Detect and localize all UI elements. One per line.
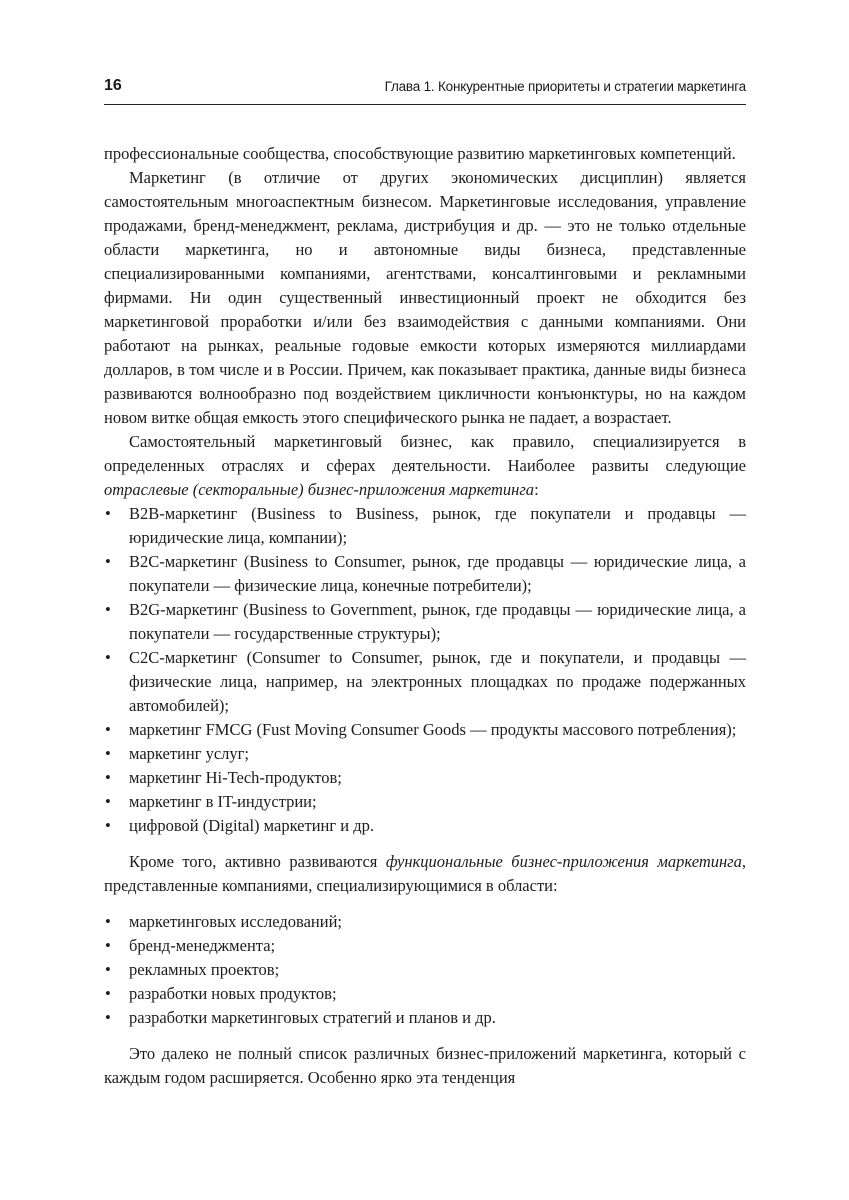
paragraph-sector-intro <box>104 430 746 502</box>
list-item: • разработки новых продуктов; <box>104 982 746 1006</box>
italic-term: отраслевые (секторальные) бизнес-приложения маркетинга <box>104 480 535 499</box>
list-item: • маркетинг Hi-Tech-продуктов; <box>104 766 746 790</box>
paragraph-conclusion: Это далеко не полный список различных бизнес-приложений маркетинга, который с каждым годом расширяется. Особенно ярко эта тенденция <box>104 1044 746 1087</box>
text-fragment: Кроме того, активно развиваются <box>129 852 386 871</box>
text-fragment: : <box>534 480 539 499</box>
page-body <box>104 142 746 1090</box>
italic-term: функциональные бизнес-приложения маркетинга <box>385 852 742 871</box>
list-item: • бренд-менеджмента; <box>104 934 746 958</box>
list-item: • B2B-маркетинг (Business to Business, рынок, где покупатели и продавцы — юридические лица, компании); <box>104 502 746 550</box>
chapter-title: Глава 1. Конкурентные приоритеты и стратегии маркетинга <box>384 79 746 94</box>
running-header <box>104 76 746 105</box>
list-item: • разработки маркетинговых стратегий и планов и др. <box>104 1006 746 1030</box>
paragraph-marketing-business: Маркетинг (в отличие от других экономических дисциплин) является самостоятельным многоаспектным бизнесом. Маркетинговые исследования, управление продажами, бренд-менеджмент, реклама, дистрибуция и др. — это не только отдельные области маркетинга, но и автономные виды бизнеса, представленные специализированными компаниями, агентствами, консалтинговыми и рекламными фирмами. Ни один существенный инвестиционный проект не обходится без маркетинговой проработки и/или без взаимодействия с данными компаниями. Они работают на рынках, реальные годовые емкости которых измеряются миллиардами долларов, в том числе и в России. Причем, как показывает практика, данные виды бизнеса развиваются волнообразно под воздействием цикличности конъюнктуры, но на каждом новом витке общая емкость этого специфического рынка не падает, а возрастает. <box>104 168 746 427</box>
list-item: • C2C-маркетинг (Consumer to Consumer, рынок, где и покупатели, и продавцы — физические лица, например, на электронных площадках по продаже подержанных автомобилей); <box>104 646 746 718</box>
list-item: • маркетинговых исследований; <box>104 910 746 934</box>
text-fragment: , представленные компаниями, специализирующимися в области: <box>104 852 746 895</box>
list-item: • маркетинг FMCG (Fust Moving Consumer Goods — продукты массового потребления); <box>104 718 746 742</box>
page-number: 16 <box>104 77 122 94</box>
list-item: • рекламных проектов; <box>104 958 746 982</box>
sector-applications-list <box>104 502 746 838</box>
functional-applications-list <box>104 910 746 1030</box>
list-item: • B2G-маркетинг (Business to Government, рынок, где продавцы — юридические лица, а покупатели — государственные структуры); <box>104 598 746 646</box>
list-item: • цифровой (Digital) маркетинг и др. <box>104 814 746 838</box>
list-item: • маркетинг услуг; <box>104 742 746 766</box>
list-item: • маркетинг в IT-индустрии; <box>104 790 746 814</box>
paragraph-continued: профессиональные сообщества, способствующие развитию маркетинговых компетенций. <box>104 144 736 163</box>
list-item: • B2C-маркетинг (Business to Consumer, рынок, где продавцы — юридические лица, а покупатели — физические лица, конечные потребители); <box>104 550 746 598</box>
paragraph-functional-intro <box>104 850 746 898</box>
text-fragment: Самостоятельный маркетинговый бизнес, как правило, специализируется в определенных отраслях и сферах деятельности. Наиболее развиты следующие <box>104 432 746 475</box>
